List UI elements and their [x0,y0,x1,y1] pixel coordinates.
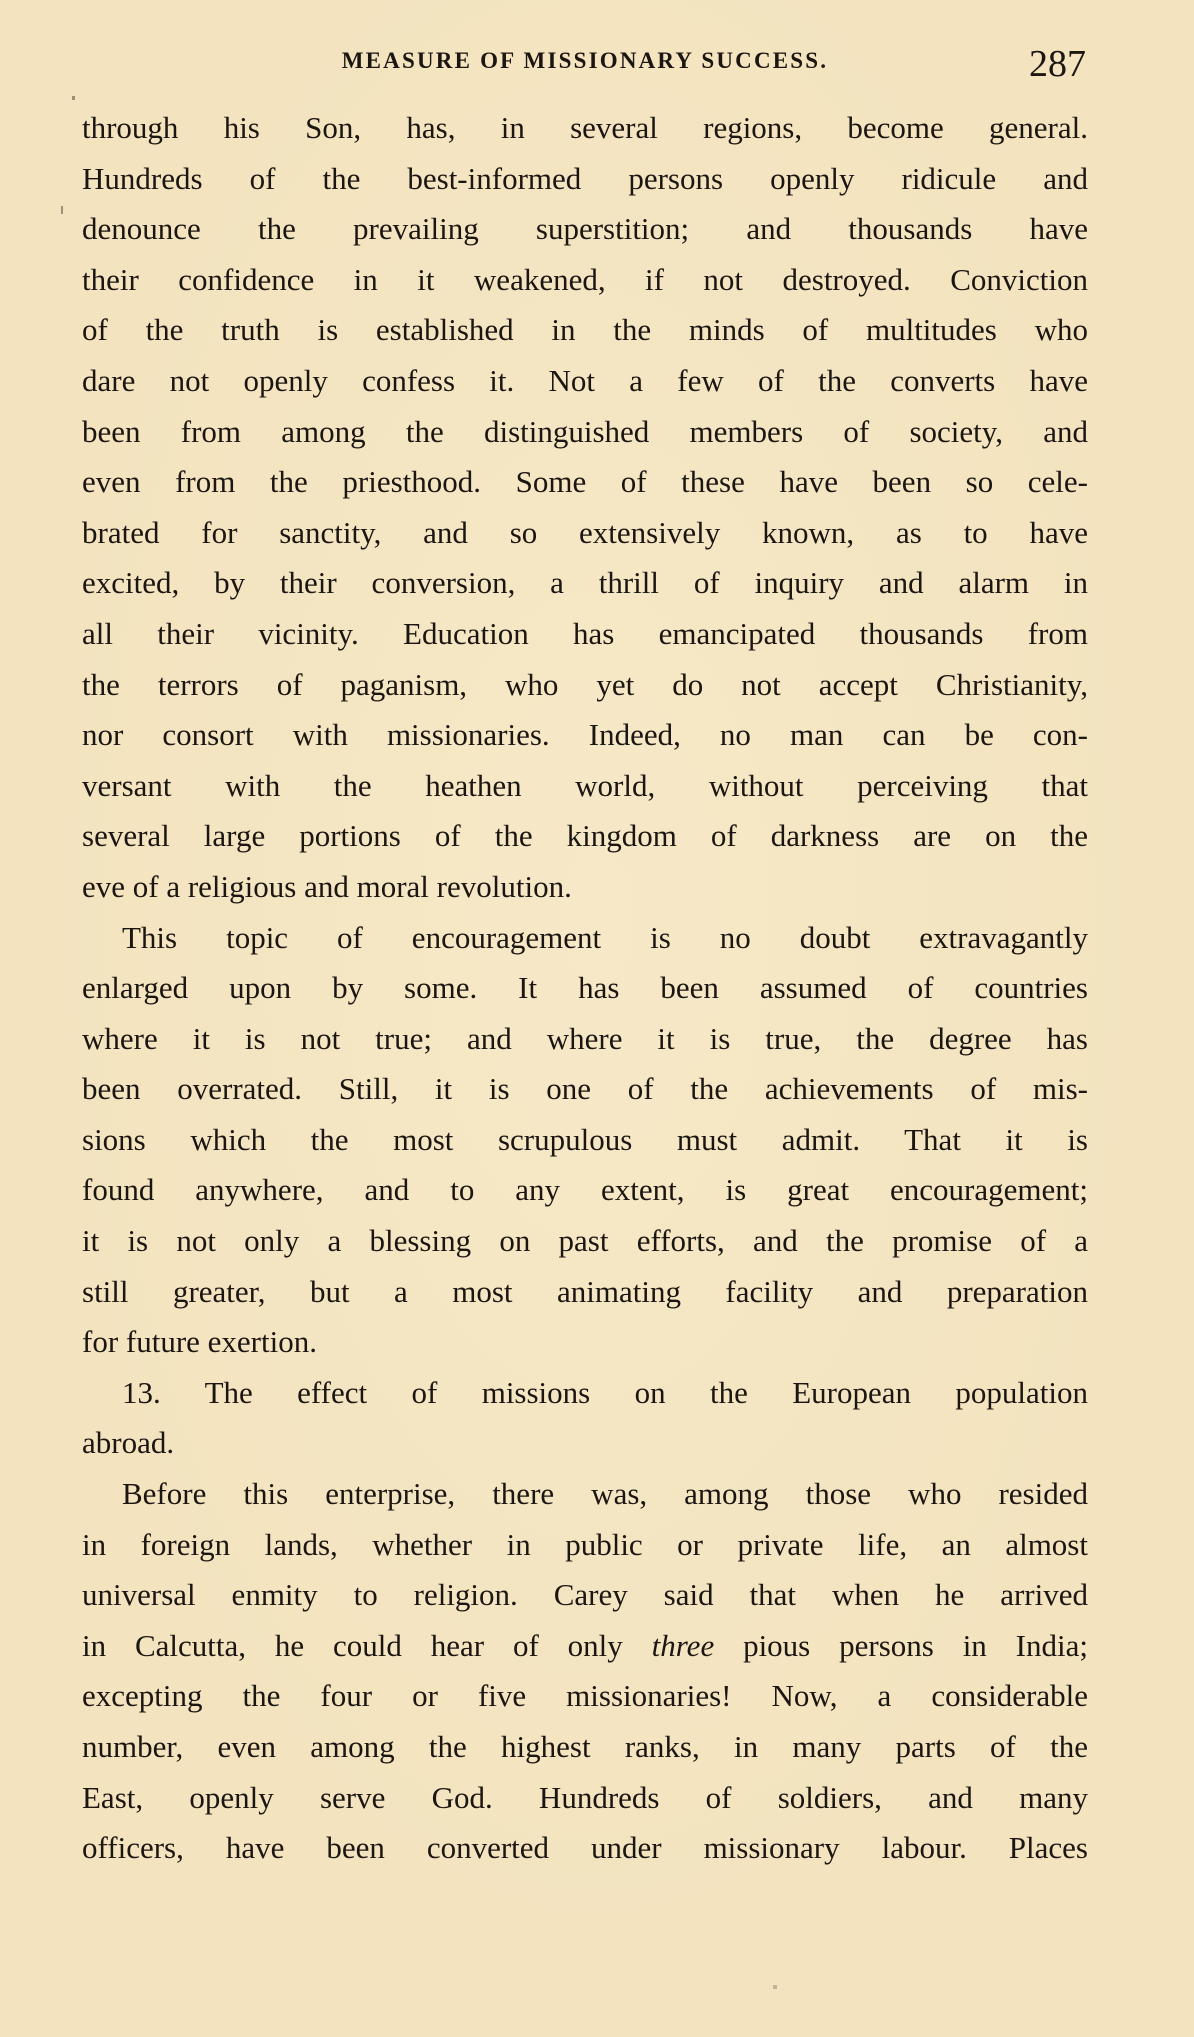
text-line: denounce the prevailing superstition; and thousands have [82,211,1088,247]
text-line: the terrors of paganism, who yet do not accept Christianity, [82,666,1088,702]
text-line: brated for sanctity, and so extensively known, as to have [82,514,1088,550]
text-line: been from among the distinguished members of society, and [82,413,1088,449]
body-text [82,103,1088,1874]
text-line: been overrated. Still, it is one of the achievements of mis- [82,1071,1088,1107]
text-line: universal enmity to religion. Carey said that when he arrived [82,1577,1088,1613]
text-line: eve of a religious and moral revolution. [82,868,572,904]
ink-speck [61,206,63,214]
text-line: nor consort with missionaries. Indeed, no man can be con- [82,717,1088,753]
text-line: where it is not true; and where it is true, the degree has [82,1020,1088,1056]
text-line: excited, by their conversion, a thrill of inquiry and alarm in [82,565,1088,601]
text-line: of the truth is established in the minds of multitudes who [82,312,1088,348]
italic-word: three [651,1627,715,1663]
text-line: excepting the four or five missionaries! Now, a considerable [82,1678,1088,1714]
text-line: enlarged upon by some. It has been assumed of countries [82,970,1088,1006]
text-line: it is not only a blessing on past efforts, and the promise of a [82,1223,1088,1259]
text-run: in Calcutta, he could hear of only [82,1627,652,1663]
running-head [82,44,1088,84]
text-line: for future exertion. [82,1324,317,1360]
text-line: East, openly serve God. Hundreds of soldiers, and many [82,1779,1088,1815]
page-number: 287 [1029,43,1086,85]
text-line: versant with the heathen world, without perceiving that [82,767,1088,803]
ink-speck [773,1985,777,1989]
text-line: in foreign lands, whether in public or private life, an almost [82,1526,1088,1562]
text-line: officers, have been converted under missionary labour. Places [82,1830,1088,1866]
text-line: dare not openly confess it. Not a few of the converts have [82,362,1088,398]
ink-speck [72,96,75,100]
text-line: This topic of encouragement is no doubt extravagantly [122,919,1088,955]
text-line: through his Son, has, in several regions, become general. [82,110,1088,145]
text-line: their confidence in it weakened, if not destroyed. Conviction [82,261,1088,297]
text-line: number, even among the highest ranks, in many parts of the [82,1729,1088,1764]
text-line: abroad. [82,1425,175,1461]
text-line: Hundreds of the best-informed persons openly ridicule and [82,160,1088,196]
text-line: Before this enterprise, there was, among those who resided [122,1476,1088,1512]
text-run: pious persons in India; [714,1627,1088,1663]
text-line: 13. The effect of missions on the European population [122,1374,1088,1410]
running-title: MEASURE OF MISSIONARY SUCCESS. [341,48,829,73]
text-line: found anywhere, and to any extent, is great encouragement; [82,1172,1088,1208]
text-line: sions which the most scrupulous must admit. That it is [82,1121,1088,1157]
text-line: all their vicinity. Education has emancipated thousands from [82,615,1088,651]
text-line: even from the priesthood. Some of these have been so cele- [82,464,1088,500]
text-line [82,1621,1088,1672]
text-line: still greater, but a most animating facility and preparation [82,1273,1088,1309]
text-line: several large portions of the kingdom of darkness are on the [82,818,1088,854]
